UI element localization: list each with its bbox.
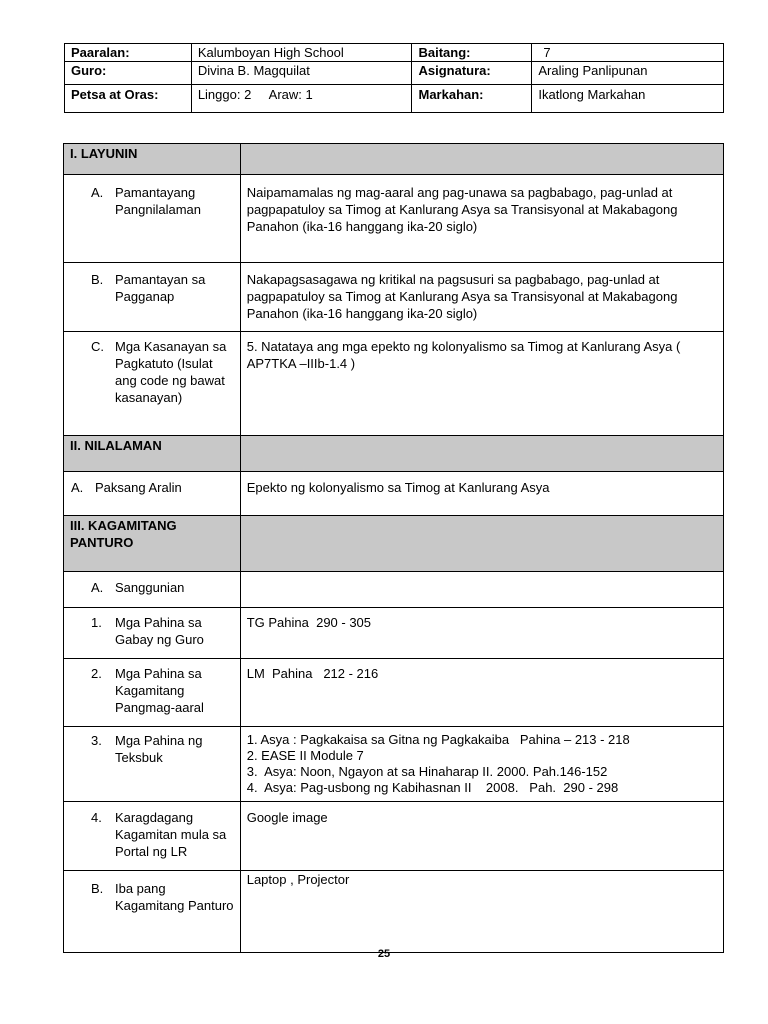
reference-line: 1. Asya : Pagkakaisa sa Gitna ng Pagkakaiba Pahina – 213 - 218 (246, 732, 630, 747)
lesson-plan-table (63, 143, 724, 953)
item-number: A. (71, 480, 84, 495)
item-label: Mga Pahina ng Teksbuk (115, 733, 203, 765)
item-content: TG Pahina 290 - 305 (240, 608, 723, 659)
table-row (64, 332, 724, 436)
section-row-kagamitan (64, 516, 724, 572)
table-row (64, 175, 724, 263)
reference-line: 4. Asya: Pag-usbong ng Kabihasnan II 2008. Pah. 290 - 298 (246, 780, 619, 795)
table-row (64, 727, 724, 802)
section-title: III. KAGAMITANG PANTURO (64, 516, 241, 572)
item-content: Naipamamalas ng mag-aaral ang pag-unawa sa pagbabago, pag-unlad at pagpapatuloy sa Timog at Kanlurang Asya sa Transisyonal at Makabagong Panahon (ika-16 hanggang ika-20 siglo) (240, 175, 723, 263)
item-content: Google image (240, 802, 723, 871)
item-number: A. (91, 185, 104, 200)
table-row (64, 608, 724, 659)
reference-line: 2. EASE II Module 7 (246, 748, 364, 763)
header-label: Paaralan: (65, 44, 192, 62)
lesson-header-table (64, 43, 724, 113)
item-content: LM Pahina 212 - 216 (240, 659, 723, 727)
table-row (64, 659, 724, 727)
reference-line: 3. Asya: Noon, Ngayon at sa Hinaharap II. 2000. Pah.146-152 (246, 764, 608, 779)
item-label: Paksang Aralin (95, 480, 182, 495)
header-row (65, 44, 724, 62)
item-number: A. (91, 580, 104, 595)
header-value: Divina B. Magquilat (191, 62, 412, 85)
header-row (65, 62, 724, 85)
table-row (64, 871, 724, 953)
section-title: II. NILALAMAN (64, 436, 241, 472)
header-value: Ikatlong Markahan (532, 85, 724, 113)
header-row (65, 85, 724, 113)
section-title: I. LAYUNIN (64, 144, 241, 175)
item-number: 2. (91, 666, 102, 681)
item-content: 5. Natataya ang mga epekto ng kolonyalismo sa Timog at Kanlurang Asya ( AP7TKA –IIIb-1.4 ) (240, 332, 723, 436)
item-label: Mga Pahina sa Gabay ng Guro (115, 615, 204, 647)
item-label: Mga Pahina sa Kagamitang Pangmag-aaral (115, 666, 204, 715)
header-label: Petsa at Oras: (65, 85, 192, 113)
item-number: B. (91, 272, 104, 287)
header-label: Guro: (65, 62, 192, 85)
item-label: Mga Kasanayan sa Pagkatuto (Isulat ang code ng bawat kasanayan) (115, 339, 227, 405)
header-value: Linggo: 2 Araw: 1 (191, 85, 412, 113)
header-label: Asignatura: (412, 62, 532, 85)
item-label: Karagdagang Kagamitan mula sa Portal ng LR (115, 810, 227, 859)
header-value: Kalumboyan High School (191, 44, 412, 62)
item-number: C. (91, 339, 104, 354)
table-row (64, 802, 724, 871)
item-content: Laptop , Projector (240, 871, 723, 953)
table-row (64, 572, 724, 608)
header-label: Markahan: (412, 85, 532, 113)
section-row-layunin (64, 144, 724, 175)
header-value: Araling Panlipunan (532, 62, 724, 85)
header-label: Baitang: (412, 44, 532, 62)
item-content: Nakapagsasagawa ng kritikal na pagsusuri sa pagbabago, pag-unlad at pagpapatuloy sa Timog at Kanlurang Asya sa Transisyonal at Makabagong Panahon (ika-16 hanggang ika-20 siglo) (240, 263, 723, 332)
item-label: Sanggunian (115, 580, 185, 595)
item-number: 4. (91, 810, 102, 825)
table-row (64, 472, 724, 516)
item-label: Iba pang Kagamitang Panturo (115, 881, 234, 913)
item-content: Epekto ng kolonyalismo sa Timog at Kanlurang Asya (240, 472, 723, 516)
item-number: B. (91, 881, 104, 896)
section-row-nilalaman (64, 436, 724, 472)
item-label: Pamantayan sa Pagganap (115, 272, 206, 304)
item-number: 1. (91, 615, 102, 630)
item-label: Pamantayang Pangnilalaman (115, 185, 202, 217)
header-value: 7 (532, 44, 724, 62)
item-number: 3. (91, 733, 102, 748)
page-number: 25 (377, 948, 391, 960)
table-row (64, 263, 724, 332)
